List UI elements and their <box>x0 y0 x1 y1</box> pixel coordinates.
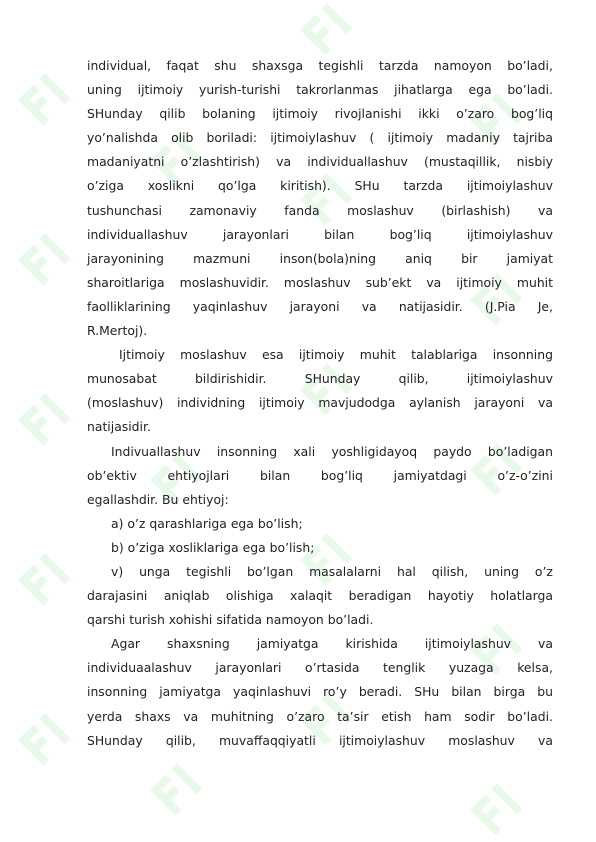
word: boriladi: <box>206 130 258 146</box>
word: ehtiyoj: <box>182 491 229 507</box>
word: ehtiyojlari <box>167 467 230 483</box>
word: muvaffaqqiyatli <box>218 732 316 748</box>
word: insonning <box>87 684 148 700</box>
text-line <box>87 247 553 271</box>
text-line <box>87 464 553 488</box>
word: jarayoni <box>289 298 340 314</box>
word: bo’lish; <box>257 515 303 531</box>
word: ijtimoiy <box>137 82 184 98</box>
word: bog’liq <box>320 467 363 483</box>
word: etish <box>381 708 412 724</box>
word: uning <box>87 82 122 98</box>
word: ijtimoiy <box>258 395 305 411</box>
word: moslashuv <box>180 347 247 363</box>
word: o’z-o’zini <box>497 467 553 483</box>
word: va <box>426 274 442 290</box>
word: (birlashish) <box>441 202 511 218</box>
word: yoshligidayoq <box>331 443 418 459</box>
word: SHunday <box>304 371 361 387</box>
word: o’zlashtirish) <box>180 154 260 170</box>
word: beradi. <box>358 684 403 700</box>
word: (J.Pia <box>484 298 516 314</box>
word: shaxsga <box>251 58 304 73</box>
text-line <box>87 199 553 223</box>
text-line <box>87 391 553 415</box>
word: moslashuv <box>347 202 414 218</box>
word: bo’lish; <box>269 539 315 555</box>
word: natijasidir. <box>398 298 463 314</box>
word: natijasidir. <box>87 419 151 435</box>
word: kirishida <box>345 636 398 652</box>
text-line <box>87 584 553 608</box>
text-line <box>87 560 553 584</box>
word: shaxs <box>134 708 171 724</box>
text-line <box>87 367 553 391</box>
word: yurish-turishi <box>199 82 281 98</box>
word: insonning <box>492 347 553 363</box>
word: ijtimoiylashuv <box>466 226 553 242</box>
word: jarayonining <box>87 250 164 266</box>
word: o’z <box>534 563 553 579</box>
word: namoyon <box>265 612 324 628</box>
word: namoyon <box>433 58 492 73</box>
word: ijtimoiylashuv <box>466 178 553 194</box>
word: bu <box>537 684 553 700</box>
word: jamiyatga <box>256 636 319 652</box>
word: qarshi <box>87 612 126 628</box>
watermark-mark <box>18 553 70 605</box>
word: insonning <box>216 443 278 459</box>
text-line <box>87 54 553 78</box>
text-line <box>87 705 553 729</box>
text-line <box>87 488 553 512</box>
word: ro’y <box>323 684 347 700</box>
word: ta’sir <box>337 708 369 724</box>
word: qilib, <box>165 732 196 748</box>
text-line <box>87 512 553 536</box>
word: unga <box>139 563 171 579</box>
word: ijtimoiy <box>387 130 434 146</box>
text-line <box>87 680 553 704</box>
word: madaniy <box>446 130 500 146</box>
word: o’ziga <box>127 539 165 555</box>
watermark-mark <box>300 3 352 55</box>
word: ikki <box>418 106 440 122</box>
word: ijtimoiylashuv <box>338 732 426 748</box>
word: zamonaviy <box>189 202 257 218</box>
text-line <box>87 632 553 656</box>
watermark-mark <box>18 393 70 445</box>
word: jamiyat <box>506 250 553 266</box>
text-line <box>87 271 553 295</box>
word: individuaalashuv <box>87 660 192 676</box>
word: Ijtimoiy <box>119 347 165 363</box>
word: jarayonlari <box>215 660 282 676</box>
word: xoslikni <box>147 178 195 194</box>
word: mazmuni <box>193 250 251 266</box>
word: xohishi <box>168 612 213 628</box>
word: bog’liq <box>389 226 432 242</box>
word: tajriba <box>513 130 553 146</box>
word: inson(bola)ning <box>279 250 377 266</box>
word: va <box>538 395 553 411</box>
word: yuzaga <box>448 660 494 676</box>
word: uning <box>484 563 519 579</box>
word: hayotiy <box>427 588 474 604</box>
word: ijtimoiy <box>272 106 318 122</box>
word: jamiyatga <box>159 684 222 700</box>
word: va <box>183 708 199 724</box>
watermark-mark <box>470 783 522 835</box>
word: tegishli <box>186 563 232 579</box>
word: jarayonlari <box>222 226 289 242</box>
word: SHu <box>414 684 440 700</box>
text-line <box>87 126 553 150</box>
word: turish <box>129 612 165 628</box>
word: yaqinlashuvi <box>233 684 312 700</box>
word: takrorlanmas <box>296 82 379 98</box>
word: ijtimoiylashuv <box>424 636 512 652</box>
word: (moslashuv) <box>87 395 164 411</box>
word: tenglik <box>383 660 426 676</box>
word: bilan <box>259 467 291 483</box>
text-line <box>87 415 553 439</box>
word: xosliklariga <box>168 539 239 555</box>
word: xalaqit <box>290 588 333 604</box>
word: v) <box>111 563 124 579</box>
word: beradigan <box>348 588 412 604</box>
word: esa <box>261 347 284 363</box>
word: faqat <box>166 58 199 73</box>
word: munosabat <box>87 371 157 387</box>
word: bilan <box>324 226 355 242</box>
word: fanda <box>284 202 320 218</box>
word: jamiyatdagi <box>393 467 467 483</box>
text-line <box>87 102 553 126</box>
word: va <box>538 636 553 652</box>
word: va <box>361 298 377 314</box>
word: hal <box>396 563 416 579</box>
word: mavjudodga <box>318 395 396 411</box>
word: bir <box>461 250 478 266</box>
word: yo’nalishda <box>87 130 158 146</box>
watermark-mark <box>18 73 70 125</box>
word: bo’ladi. <box>507 708 553 724</box>
watermark-mark <box>150 763 202 815</box>
word: yaqinlashuv <box>192 298 268 314</box>
word: Indivuallashuv <box>111 443 201 459</box>
word: b) <box>111 539 124 555</box>
text-line <box>87 729 553 753</box>
word: Je, <box>537 298 553 314</box>
word: qilib <box>159 106 186 122</box>
word: individning <box>177 395 246 411</box>
word: holatlarga <box>490 588 553 604</box>
word: ob’ektiv <box>87 467 137 483</box>
word: SHunday <box>87 106 143 122</box>
word: masalalarni <box>309 563 382 579</box>
word: bilan <box>451 684 482 700</box>
word: bolaning <box>202 106 256 122</box>
word: R.Mertoj). <box>87 323 148 339</box>
text-line <box>87 319 553 343</box>
word: SHu <box>354 178 380 194</box>
word: va <box>538 732 553 748</box>
word: olib <box>171 130 194 146</box>
word: muhit <box>516 274 553 290</box>
word: ega <box>230 515 254 531</box>
text-line <box>87 656 553 680</box>
word: tarzda <box>378 58 419 73</box>
word: kelsa, <box>517 660 553 676</box>
watermark-mark <box>18 713 70 765</box>
word: tegishli <box>318 58 364 73</box>
word: ham <box>424 708 452 724</box>
text-line <box>87 343 553 367</box>
word: bildirishidir. <box>194 371 267 387</box>
word: bo’ladi. <box>327 612 374 628</box>
watermark-mark <box>18 233 70 285</box>
word: aylanish <box>409 395 461 411</box>
word: muhit <box>359 347 396 363</box>
word: SHunday <box>87 732 143 748</box>
word: moslashuv <box>448 732 515 748</box>
word: ijtimoiylashuv <box>466 371 553 387</box>
word: individuallashuv <box>87 226 188 242</box>
text-line <box>87 608 553 632</box>
word: kiritish). <box>280 178 331 194</box>
word: bo’ladigan <box>487 443 553 459</box>
word: nisbiy <box>516 154 553 170</box>
word: shu <box>214 58 237 73</box>
word: ijtimoiy <box>298 347 345 363</box>
word: individuallashuv <box>307 154 408 170</box>
word: shaxsning <box>167 636 230 652</box>
word: o’ziga <box>87 178 124 194</box>
word: madaniyatni <box>87 154 165 170</box>
text-line <box>87 440 553 464</box>
word: sharoitlariga <box>87 274 165 290</box>
word: jihatlarga <box>394 82 453 98</box>
word: sifatida <box>216 612 262 628</box>
word: moslashuv <box>283 274 351 290</box>
document-body <box>87 54 553 753</box>
word: rivojlanishi <box>334 106 402 122</box>
word: tushunchasi <box>87 202 162 218</box>
word: qilib, <box>398 371 429 387</box>
word: (mustaqillik, <box>424 154 501 170</box>
word: ega <box>242 539 266 555</box>
word: bog’liq <box>510 106 553 122</box>
word: paydo <box>433 443 472 459</box>
word: aniqlab <box>163 588 210 604</box>
word: qarashlariga <box>149 515 227 531</box>
text-line <box>87 174 553 198</box>
word: qo’lga <box>218 178 257 194</box>
word: o’zaro <box>286 708 325 724</box>
word: xali <box>293 443 316 459</box>
word: bo’lgan <box>247 563 294 579</box>
word: Agar <box>111 636 141 652</box>
text-line <box>87 223 553 247</box>
word: tarzda <box>403 178 443 194</box>
word: o’z <box>127 515 146 531</box>
word: ega <box>468 82 492 98</box>
word: darajasini <box>87 588 148 604</box>
text-line <box>87 536 553 560</box>
word: olishiga <box>225 588 274 604</box>
word: a) <box>111 515 124 531</box>
word: o’rtasida <box>305 660 360 676</box>
word: sub’ekt <box>365 274 412 290</box>
word: va <box>538 202 553 218</box>
word: bo’ladi, <box>507 58 553 73</box>
word: o’zaro <box>456 106 495 122</box>
word: bo’ladi. <box>507 82 553 98</box>
word: yerda <box>87 708 123 724</box>
word: va <box>276 154 292 170</box>
word: muhitning <box>210 708 274 724</box>
word: moslashuvidir. <box>179 274 269 290</box>
text-line <box>87 295 553 319</box>
word: Bu <box>162 491 179 507</box>
text-line <box>87 150 553 174</box>
word: sodir <box>464 708 495 724</box>
word: individual, <box>87 58 152 73</box>
word: jarayoni <box>474 395 525 411</box>
word: qilish, <box>431 563 469 579</box>
word: ijtimoiy <box>456 274 502 290</box>
text-line <box>87 78 553 102</box>
word: faolliklarining <box>87 298 171 314</box>
word: ( <box>369 130 375 146</box>
word: egallashdir. <box>87 491 159 507</box>
word: aniq <box>405 250 432 266</box>
word: ijtimoiylashuv <box>270 130 357 146</box>
word: talablariga <box>411 347 478 363</box>
word: birga <box>493 684 526 700</box>
